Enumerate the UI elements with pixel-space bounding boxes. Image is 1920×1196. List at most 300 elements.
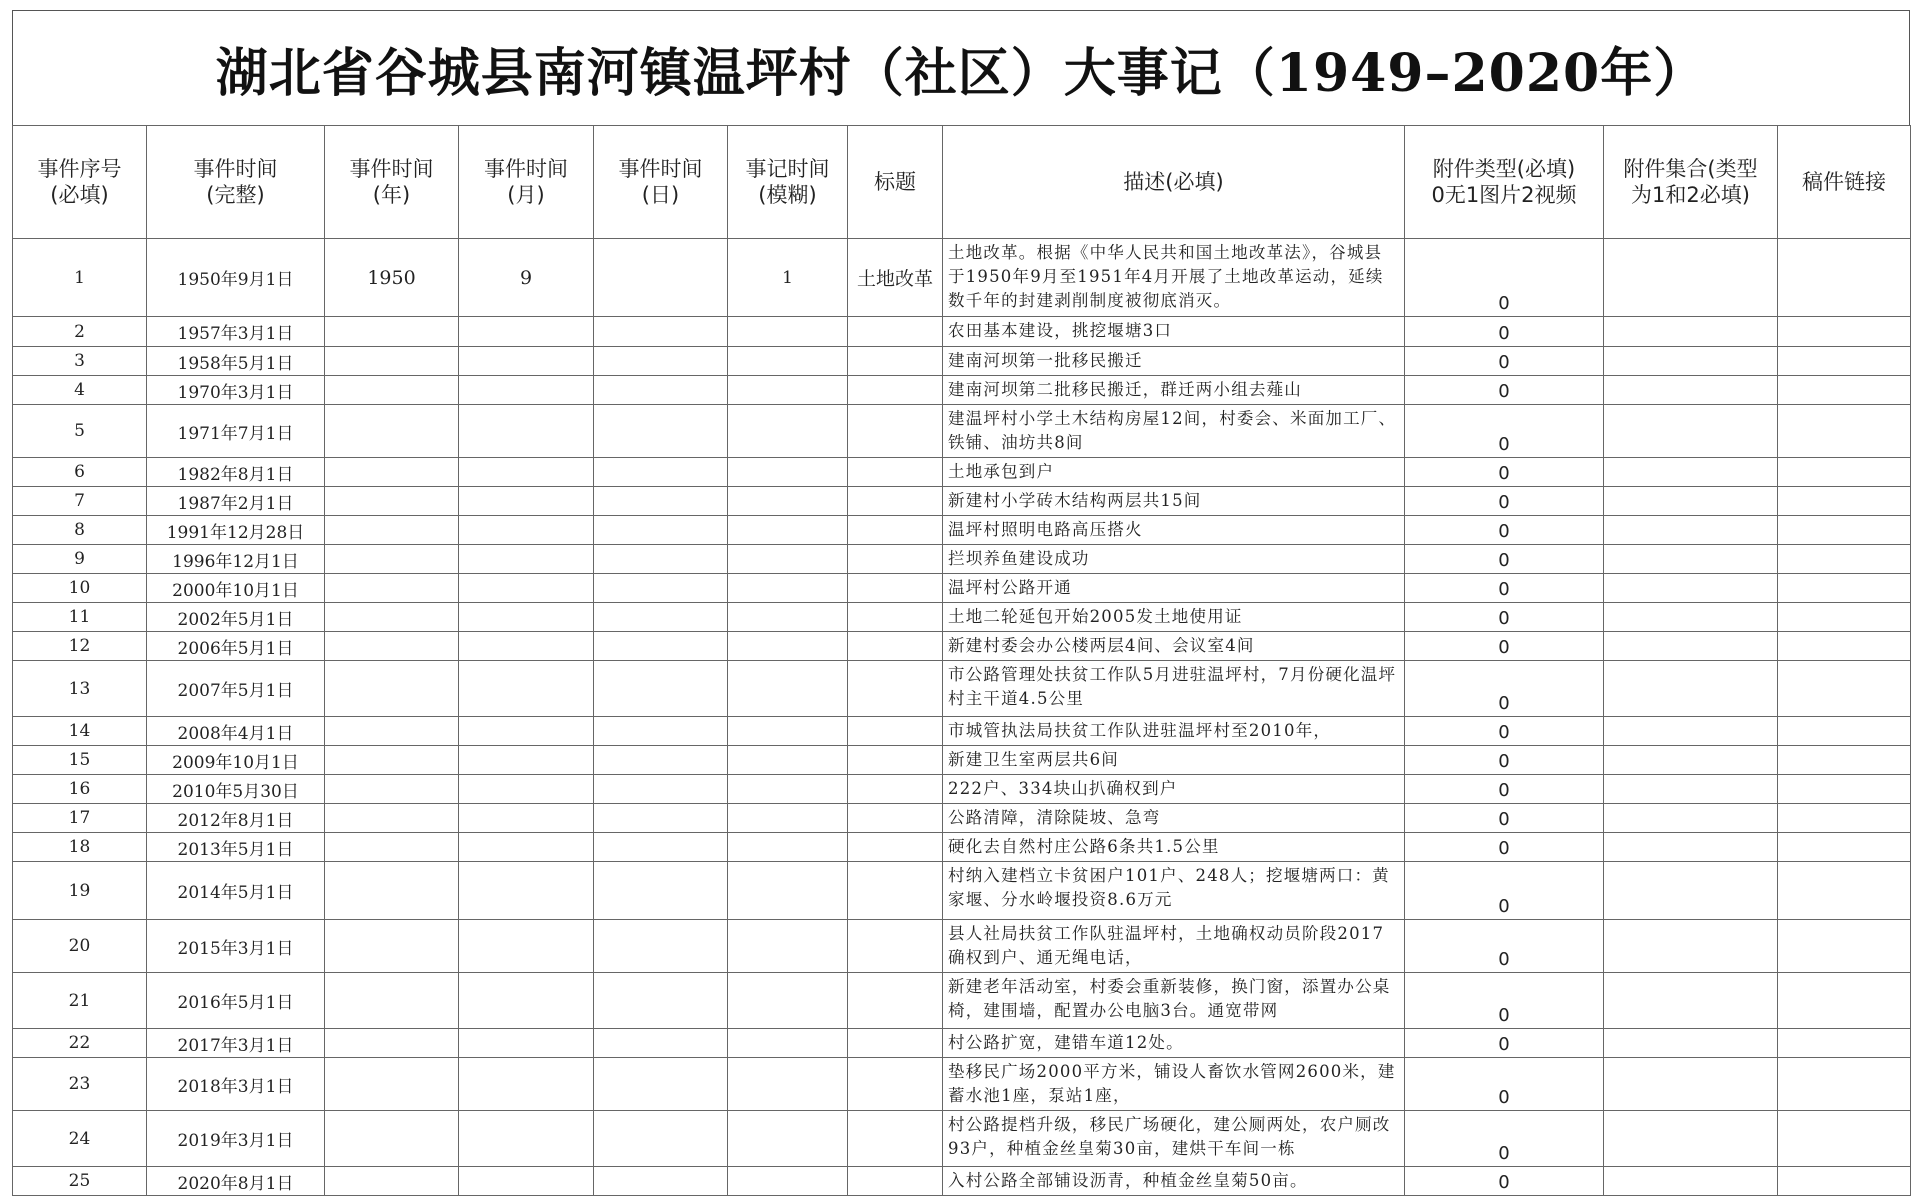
cell-date[interactable]: 1950年9月1日 bbox=[147, 239, 325, 317]
cell-date[interactable]: 2007年5月1日 bbox=[147, 661, 325, 717]
header-seq[interactable]: 事件序号 (必填) bbox=[13, 126, 147, 239]
cell-fuzzy[interactable]: 1 bbox=[728, 239, 848, 317]
cell-title[interactable] bbox=[848, 862, 943, 920]
cell-att-set[interactable] bbox=[1604, 545, 1778, 574]
cell-seq[interactable]: 9 bbox=[13, 545, 147, 574]
cell-date[interactable]: 2018年3月1日 bbox=[147, 1058, 325, 1111]
cell-att-set[interactable] bbox=[1604, 746, 1778, 775]
cell-date[interactable]: 2016年5月1日 bbox=[147, 973, 325, 1029]
cell-year[interactable] bbox=[325, 405, 459, 458]
cell-seq[interactable]: 10 bbox=[13, 574, 147, 603]
cell-day[interactable] bbox=[594, 376, 728, 405]
cell-month[interactable] bbox=[459, 804, 594, 833]
cell-seq[interactable]: 23 bbox=[13, 1058, 147, 1111]
cell-year[interactable] bbox=[325, 1167, 459, 1196]
cell-seq[interactable]: 18 bbox=[13, 833, 147, 862]
cell-seq[interactable]: 4 bbox=[13, 376, 147, 405]
header-date-full[interactable]: 事件时间 (完整) bbox=[147, 126, 325, 239]
cell-link[interactable] bbox=[1778, 1167, 1911, 1196]
cell-seq[interactable]: 20 bbox=[13, 920, 147, 973]
cell-year[interactable] bbox=[325, 775, 459, 804]
cell-att-set[interactable] bbox=[1604, 487, 1778, 516]
cell-desc[interactable]: 新建村委会办公楼两层4间、会议室4间 bbox=[943, 632, 1405, 661]
header-day[interactable]: 事件时间 (日) bbox=[594, 126, 728, 239]
cell-month[interactable] bbox=[459, 347, 594, 376]
cell-seq[interactable]: 2 bbox=[13, 317, 147, 347]
cell-year[interactable] bbox=[325, 661, 459, 717]
cell-att-type[interactable]: 0 bbox=[1405, 775, 1604, 804]
cell-day[interactable] bbox=[594, 487, 728, 516]
cell-fuzzy[interactable] bbox=[728, 458, 848, 487]
cell-desc[interactable]: 222户、334块山扒确权到户 bbox=[943, 775, 1405, 804]
cell-att-set[interactable] bbox=[1604, 804, 1778, 833]
cell-link[interactable] bbox=[1778, 632, 1911, 661]
cell-day[interactable] bbox=[594, 632, 728, 661]
cell-year[interactable] bbox=[325, 973, 459, 1029]
cell-link[interactable] bbox=[1778, 239, 1911, 317]
cell-day[interactable] bbox=[594, 516, 728, 545]
cell-att-type[interactable]: 0 bbox=[1405, 347, 1604, 376]
cell-date[interactable]: 1957年3月1日 bbox=[147, 317, 325, 347]
cell-date[interactable]: 1958年5月1日 bbox=[147, 347, 325, 376]
cell-day[interactable] bbox=[594, 804, 728, 833]
cell-fuzzy[interactable] bbox=[728, 632, 848, 661]
cell-day[interactable] bbox=[594, 574, 728, 603]
cell-link[interactable] bbox=[1778, 973, 1911, 1029]
cell-link[interactable] bbox=[1778, 1111, 1911, 1167]
cell-day[interactable] bbox=[594, 833, 728, 862]
cell-desc[interactable]: 温坪村公路开通 bbox=[943, 574, 1405, 603]
header-desc[interactable]: 描述(必填) bbox=[943, 126, 1405, 239]
cell-fuzzy[interactable] bbox=[728, 1029, 848, 1058]
cell-att-type[interactable]: 0 bbox=[1405, 833, 1604, 862]
cell-day[interactable] bbox=[594, 661, 728, 717]
cell-att-set[interactable] bbox=[1604, 775, 1778, 804]
cell-date[interactable]: 2020年8月1日 bbox=[147, 1167, 325, 1196]
cell-att-type[interactable]: 0 bbox=[1405, 574, 1604, 603]
cell-att-type[interactable]: 0 bbox=[1405, 603, 1604, 632]
cell-date[interactable]: 2015年3月1日 bbox=[147, 920, 325, 973]
cell-month[interactable] bbox=[459, 1029, 594, 1058]
cell-day[interactable] bbox=[594, 1058, 728, 1111]
cell-desc[interactable]: 垫移民广场2000平方米，铺设人畜饮水管网2600米，建蓄水池1座，泵站1座， bbox=[943, 1058, 1405, 1111]
cell-month[interactable] bbox=[459, 458, 594, 487]
cell-att-set[interactable] bbox=[1604, 717, 1778, 746]
table-row bbox=[13, 317, 1911, 347]
cell-month[interactable] bbox=[459, 775, 594, 804]
cell-month[interactable] bbox=[459, 487, 594, 516]
cell-link[interactable] bbox=[1778, 833, 1911, 862]
cell-fuzzy[interactable] bbox=[728, 603, 848, 632]
cell-date[interactable]: 2002年5月1日 bbox=[147, 603, 325, 632]
cell-seq[interactable]: 14 bbox=[13, 717, 147, 746]
cell-fuzzy[interactable] bbox=[728, 775, 848, 804]
cell-year[interactable] bbox=[325, 487, 459, 516]
cell-att-set[interactable] bbox=[1604, 973, 1778, 1029]
cell-year[interactable] bbox=[325, 746, 459, 775]
cell-desc[interactable]: 入村公路全部铺设沥青，种植金丝皇菊50亩。 bbox=[943, 1167, 1405, 1196]
cell-day[interactable] bbox=[594, 1029, 728, 1058]
cell-month[interactable] bbox=[459, 973, 594, 1029]
cell-desc[interactable]: 公路清障，清除陡坡、急弯 bbox=[943, 804, 1405, 833]
table-row bbox=[13, 632, 1911, 661]
cell-title[interactable] bbox=[848, 1111, 943, 1167]
cell-year[interactable] bbox=[325, 717, 459, 746]
cell-desc[interactable]: 农田基本建设，挑挖堰塘3口 bbox=[943, 317, 1405, 347]
cell-seq[interactable]: 21 bbox=[13, 973, 147, 1029]
cell-att-set[interactable] bbox=[1604, 516, 1778, 545]
cell-att-type[interactable]: 0 bbox=[1405, 1058, 1604, 1111]
cell-year[interactable] bbox=[325, 1029, 459, 1058]
cell-desc[interactable]: 土地承包到户 bbox=[943, 458, 1405, 487]
cell-day[interactable] bbox=[594, 717, 728, 746]
cell-date[interactable]: 2019年3月1日 bbox=[147, 1111, 325, 1167]
cell-date[interactable]: 1991年12月28日 bbox=[147, 516, 325, 545]
cell-link[interactable] bbox=[1778, 746, 1911, 775]
cell-day[interactable] bbox=[594, 317, 728, 347]
cell-title[interactable] bbox=[848, 661, 943, 717]
cell-att-set[interactable] bbox=[1604, 405, 1778, 458]
cell-fuzzy[interactable] bbox=[728, 376, 848, 405]
cell-seq[interactable]: 1 bbox=[13, 239, 147, 317]
cell-desc[interactable]: 建南河坝第二批移民搬迁，群迁两小组去薤山 bbox=[943, 376, 1405, 405]
cell-year[interactable] bbox=[325, 376, 459, 405]
table-row bbox=[13, 516, 1911, 545]
table-row bbox=[13, 1058, 1911, 1111]
cell-seq[interactable]: 19 bbox=[13, 862, 147, 920]
cell-date[interactable]: 1982年8月1日 bbox=[147, 458, 325, 487]
cell-desc[interactable]: 建温坪村小学土木结构房屋12间，村委会、米面加工厂、铁铺、油坊共8间 bbox=[943, 405, 1405, 458]
cell-date[interactable]: 1970年3月1日 bbox=[147, 376, 325, 405]
table-row bbox=[13, 746, 1911, 775]
cell-day[interactable] bbox=[594, 239, 728, 317]
cell-att-type[interactable]: 0 bbox=[1405, 1111, 1604, 1167]
cell-link[interactable] bbox=[1778, 317, 1911, 347]
cell-att-type[interactable]: 0 bbox=[1405, 632, 1604, 661]
cell-title[interactable] bbox=[848, 1058, 943, 1111]
cell-att-type[interactable]: 0 bbox=[1405, 405, 1604, 458]
cell-link[interactable] bbox=[1778, 458, 1911, 487]
cell-fuzzy[interactable] bbox=[728, 746, 848, 775]
cell-seq[interactable]: 12 bbox=[13, 632, 147, 661]
cell-title[interactable] bbox=[848, 1167, 943, 1196]
cell-seq[interactable]: 7 bbox=[13, 487, 147, 516]
cell-seq[interactable]: 6 bbox=[13, 458, 147, 487]
cell-day[interactable] bbox=[594, 347, 728, 376]
cell-day[interactable] bbox=[594, 405, 728, 458]
cell-att-set[interactable] bbox=[1604, 920, 1778, 973]
cell-desc[interactable]: 新建村小学砖木结构两层共15间 bbox=[943, 487, 1405, 516]
cell-year[interactable] bbox=[325, 1111, 459, 1167]
cell-link[interactable] bbox=[1778, 487, 1911, 516]
cell-fuzzy[interactable] bbox=[728, 545, 848, 574]
cell-month[interactable] bbox=[459, 717, 594, 746]
table-row bbox=[13, 717, 1911, 746]
cell-month[interactable] bbox=[459, 545, 594, 574]
cell-link[interactable] bbox=[1778, 376, 1911, 405]
cell-desc[interactable]: 县人社局扶贫工作队驻温坪村，土地确权动员阶段2017确权到户、通无绳电话， bbox=[943, 920, 1405, 973]
cell-link[interactable] bbox=[1778, 347, 1911, 376]
cell-year[interactable] bbox=[325, 347, 459, 376]
cell-seq[interactable]: 16 bbox=[13, 775, 147, 804]
cell-fuzzy[interactable] bbox=[728, 487, 848, 516]
cell-year[interactable] bbox=[325, 545, 459, 574]
cell-month[interactable] bbox=[459, 603, 594, 632]
cell-title[interactable] bbox=[848, 405, 943, 458]
cell-att-type[interactable]: 0 bbox=[1405, 661, 1604, 717]
cell-link[interactable] bbox=[1778, 804, 1911, 833]
header-year[interactable]: 事件时间 (年) bbox=[325, 126, 459, 239]
cell-desc[interactable]: 土地改革。根据《中华人民共和国土地改革法》，谷城县于1950年9月至1951年4月开展了土地改革运动，延续数千年的封建剥削制度被彻底消灭。 bbox=[943, 239, 1405, 317]
cell-day[interactable] bbox=[594, 545, 728, 574]
cell-title[interactable] bbox=[848, 545, 943, 574]
cell-month[interactable] bbox=[459, 317, 594, 347]
cell-date[interactable]: 2017年3月1日 bbox=[147, 1029, 325, 1058]
cell-date[interactable]: 1996年12月1日 bbox=[147, 545, 325, 574]
cell-link[interactable] bbox=[1778, 516, 1911, 545]
cell-desc[interactable]: 新建卫生室两层共6间 bbox=[943, 746, 1405, 775]
cell-desc[interactable]: 村纳入建档立卡贫困户101户、248人；挖堰塘两口：黄家堰、分水岭堰投资8.6万元 bbox=[943, 862, 1405, 920]
cell-fuzzy[interactable] bbox=[728, 317, 848, 347]
cell-date[interactable]: 2013年5月1日 bbox=[147, 833, 325, 862]
cell-fuzzy[interactable] bbox=[728, 1167, 848, 1196]
cell-date[interactable]: 2000年10月1日 bbox=[147, 574, 325, 603]
cell-date[interactable]: 2009年10月1日 bbox=[147, 746, 325, 775]
cell-seq[interactable]: 5 bbox=[13, 405, 147, 458]
cell-date[interactable]: 2010年5月30日 bbox=[147, 775, 325, 804]
cell-att-type[interactable]: 0 bbox=[1405, 1167, 1604, 1196]
cell-seq[interactable]: 25 bbox=[13, 1167, 147, 1196]
cell-link[interactable] bbox=[1778, 1029, 1911, 1058]
cell-day[interactable] bbox=[594, 973, 728, 1029]
cell-month[interactable] bbox=[459, 862, 594, 920]
cell-month[interactable] bbox=[459, 516, 594, 545]
cell-att-set[interactable] bbox=[1604, 347, 1778, 376]
cell-fuzzy[interactable] bbox=[728, 920, 848, 973]
cell-title[interactable] bbox=[848, 574, 943, 603]
cell-day[interactable] bbox=[594, 1167, 728, 1196]
cell-year[interactable] bbox=[325, 516, 459, 545]
table-row bbox=[13, 973, 1911, 1029]
cell-link[interactable] bbox=[1778, 920, 1911, 973]
table-row bbox=[13, 804, 1911, 833]
cell-fuzzy[interactable] bbox=[728, 661, 848, 717]
cell-month[interactable] bbox=[459, 746, 594, 775]
sheet-title: 湖北省谷城县南河镇温坪村（社区）大事记（1949–2020年） bbox=[12, 10, 1910, 126]
cell-year[interactable] bbox=[325, 804, 459, 833]
cell-title[interactable] bbox=[848, 717, 943, 746]
cell-desc[interactable]: 村公路提档升级，移民广场硬化，建公厕两处，农户厕改93户，种植金丝皇菊30亩，建烘干车间一栋 bbox=[943, 1111, 1405, 1167]
cell-fuzzy[interactable] bbox=[728, 574, 848, 603]
cell-title[interactable] bbox=[848, 804, 943, 833]
cell-att-set[interactable] bbox=[1604, 317, 1778, 347]
cell-att-set[interactable] bbox=[1604, 833, 1778, 862]
cell-att-set[interactable] bbox=[1604, 603, 1778, 632]
cell-title[interactable] bbox=[848, 746, 943, 775]
cell-fuzzy[interactable] bbox=[728, 405, 848, 458]
table-row bbox=[13, 1167, 1911, 1196]
cell-title[interactable] bbox=[848, 487, 943, 516]
cell-day[interactable] bbox=[594, 603, 728, 632]
cell-title[interactable] bbox=[848, 775, 943, 804]
cell-att-set[interactable] bbox=[1604, 458, 1778, 487]
cell-seq[interactable]: 8 bbox=[13, 516, 147, 545]
cell-month[interactable] bbox=[459, 632, 594, 661]
cell-seq[interactable]: 15 bbox=[13, 746, 147, 775]
cell-title[interactable] bbox=[848, 516, 943, 545]
cell-att-type[interactable]: 0 bbox=[1405, 920, 1604, 973]
cell-link[interactable] bbox=[1778, 717, 1911, 746]
cell-day[interactable] bbox=[594, 746, 728, 775]
cell-seq[interactable]: 11 bbox=[13, 603, 147, 632]
cell-date[interactable]: 2014年5月1日 bbox=[147, 862, 325, 920]
cell-year[interactable] bbox=[325, 574, 459, 603]
cell-month[interactable] bbox=[459, 405, 594, 458]
cell-year[interactable]: 1950 bbox=[325, 239, 459, 317]
cell-day[interactable] bbox=[594, 862, 728, 920]
cell-month[interactable] bbox=[459, 1058, 594, 1111]
cell-desc[interactable]: 拦坝养鱼建设成功 bbox=[943, 545, 1405, 574]
cell-att-set[interactable] bbox=[1604, 1167, 1778, 1196]
cell-day[interactable] bbox=[594, 458, 728, 487]
cell-year[interactable] bbox=[325, 862, 459, 920]
cell-desc[interactable]: 市城管执法局扶贫工作队进驻温坪村至2010年， bbox=[943, 717, 1405, 746]
cell-month[interactable] bbox=[459, 376, 594, 405]
cell-link[interactable] bbox=[1778, 574, 1911, 603]
cell-fuzzy[interactable] bbox=[728, 347, 848, 376]
cell-fuzzy[interactable] bbox=[728, 973, 848, 1029]
cell-date[interactable]: 1987年2月1日 bbox=[147, 487, 325, 516]
cell-title[interactable] bbox=[848, 603, 943, 632]
cell-title[interactable] bbox=[848, 317, 943, 347]
cell-fuzzy[interactable] bbox=[728, 862, 848, 920]
cell-day[interactable] bbox=[594, 1111, 728, 1167]
cell-year[interactable] bbox=[325, 1058, 459, 1111]
cell-desc[interactable]: 村公路扩宽，建错车道12处。 bbox=[943, 1029, 1405, 1058]
cell-att-set[interactable] bbox=[1604, 661, 1778, 717]
cell-title[interactable] bbox=[848, 347, 943, 376]
header-att-set[interactable]: 附件集合(类型 为1和2必填) bbox=[1604, 126, 1778, 239]
cell-desc[interactable]: 建南河坝第一批移民搬迁 bbox=[943, 347, 1405, 376]
cell-title[interactable] bbox=[848, 973, 943, 1029]
cell-title[interactable] bbox=[848, 632, 943, 661]
cell-fuzzy[interactable] bbox=[728, 1058, 848, 1111]
header-month[interactable]: 事件时间 (月) bbox=[459, 126, 594, 239]
cell-link[interactable] bbox=[1778, 545, 1911, 574]
cell-fuzzy[interactable] bbox=[728, 804, 848, 833]
cell-att-type[interactable]: 0 bbox=[1405, 973, 1604, 1029]
cell-year[interactable] bbox=[325, 632, 459, 661]
table-row bbox=[13, 487, 1911, 516]
cell-date[interactable]: 2008年4月1日 bbox=[147, 717, 325, 746]
cell-fuzzy[interactable] bbox=[728, 717, 848, 746]
cell-date[interactable]: 2006年5月1日 bbox=[147, 632, 325, 661]
cell-month[interactable] bbox=[459, 1111, 594, 1167]
table-row bbox=[13, 347, 1911, 376]
cell-date[interactable]: 1971年7月1日 bbox=[147, 405, 325, 458]
cell-title[interactable] bbox=[848, 376, 943, 405]
cell-seq[interactable]: 17 bbox=[13, 804, 147, 833]
header-att-type[interactable]: 附件类型(必填) 0无1图片2视频 bbox=[1405, 126, 1604, 239]
cell-year[interactable] bbox=[325, 833, 459, 862]
cell-desc[interactable]: 硬化去自然村庄公路6条共1.5公里 bbox=[943, 833, 1405, 862]
cell-att-type[interactable]: 0 bbox=[1405, 717, 1604, 746]
cell-link[interactable] bbox=[1778, 603, 1911, 632]
cell-seq[interactable]: 22 bbox=[13, 1029, 147, 1058]
table-row bbox=[13, 1111, 1911, 1167]
cell-desc[interactable]: 新建老年活动室，村委会重新装修，换门窗，添置办公桌椅，建围墙，配置办公电脑3台。通宽带网 bbox=[943, 973, 1405, 1029]
cell-fuzzy[interactable] bbox=[728, 1111, 848, 1167]
cell-att-type[interactable]: 0 bbox=[1405, 746, 1604, 775]
table-row bbox=[13, 775, 1911, 804]
cell-att-type[interactable]: 0 bbox=[1405, 458, 1604, 487]
header-fuzzy[interactable]: 事记时间 (模糊) bbox=[728, 126, 848, 239]
cell-year[interactable] bbox=[325, 603, 459, 632]
cell-att-type[interactable]: 0 bbox=[1405, 516, 1604, 545]
cell-att-set[interactable] bbox=[1604, 862, 1778, 920]
cell-att-set[interactable] bbox=[1604, 1058, 1778, 1111]
cell-link[interactable] bbox=[1778, 405, 1911, 458]
cell-att-type[interactable]: 0 bbox=[1405, 545, 1604, 574]
cell-month[interactable] bbox=[459, 920, 594, 973]
cell-year[interactable] bbox=[325, 458, 459, 487]
cell-link[interactable] bbox=[1778, 661, 1911, 717]
cell-att-type[interactable]: 0 bbox=[1405, 1029, 1604, 1058]
cell-seq[interactable]: 24 bbox=[13, 1111, 147, 1167]
cell-seq[interactable]: 13 bbox=[13, 661, 147, 717]
cell-link[interactable] bbox=[1778, 862, 1911, 920]
cell-year[interactable] bbox=[325, 920, 459, 973]
cell-att-set[interactable] bbox=[1604, 632, 1778, 661]
cell-fuzzy[interactable] bbox=[728, 833, 848, 862]
cell-month[interactable] bbox=[459, 1167, 594, 1196]
cell-desc[interactable]: 市公路管理处扶贫工作队5月进驻温坪村，7月份硬化温坪村主干道4.5公里 bbox=[943, 661, 1405, 717]
cell-att-type[interactable]: 0 bbox=[1405, 317, 1604, 347]
cell-title[interactable] bbox=[848, 1029, 943, 1058]
cell-month[interactable] bbox=[459, 833, 594, 862]
cell-title[interactable] bbox=[848, 458, 943, 487]
cell-att-set[interactable] bbox=[1604, 574, 1778, 603]
cell-month[interactable] bbox=[459, 661, 594, 717]
cell-link[interactable] bbox=[1778, 1058, 1911, 1111]
header-title[interactable]: 标题 bbox=[848, 126, 943, 239]
cell-att-type[interactable]: 0 bbox=[1405, 804, 1604, 833]
cell-att-set[interactable] bbox=[1604, 239, 1778, 317]
cell-att-type[interactable]: 0 bbox=[1405, 862, 1604, 920]
cell-fuzzy[interactable] bbox=[728, 516, 848, 545]
cell-desc[interactable]: 土地二轮延包开始2005发土地使用证 bbox=[943, 603, 1405, 632]
cell-att-set[interactable] bbox=[1604, 1111, 1778, 1167]
cell-att-type[interactable]: 0 bbox=[1405, 239, 1604, 317]
cell-link[interactable] bbox=[1778, 775, 1911, 804]
cell-month[interactable] bbox=[459, 574, 594, 603]
cell-title[interactable]: 土地改革 bbox=[848, 239, 943, 317]
cell-day[interactable] bbox=[594, 775, 728, 804]
cell-att-type[interactable]: 0 bbox=[1405, 487, 1604, 516]
cell-att-set[interactable] bbox=[1604, 1029, 1778, 1058]
cell-title[interactable] bbox=[848, 920, 943, 973]
cell-date[interactable]: 2012年8月1日 bbox=[147, 804, 325, 833]
cell-desc[interactable]: 温坪村照明电路高压搭火 bbox=[943, 516, 1405, 545]
cell-day[interactable] bbox=[594, 920, 728, 973]
header-link[interactable]: 稿件链接 bbox=[1778, 126, 1911, 239]
cell-att-type[interactable]: 0 bbox=[1405, 376, 1604, 405]
cell-year[interactable] bbox=[325, 317, 459, 347]
cell-att-set[interactable] bbox=[1604, 376, 1778, 405]
cell-seq[interactable]: 3 bbox=[13, 347, 147, 376]
cell-month[interactable]: 9 bbox=[459, 239, 594, 317]
cell-title[interactable] bbox=[848, 833, 943, 862]
